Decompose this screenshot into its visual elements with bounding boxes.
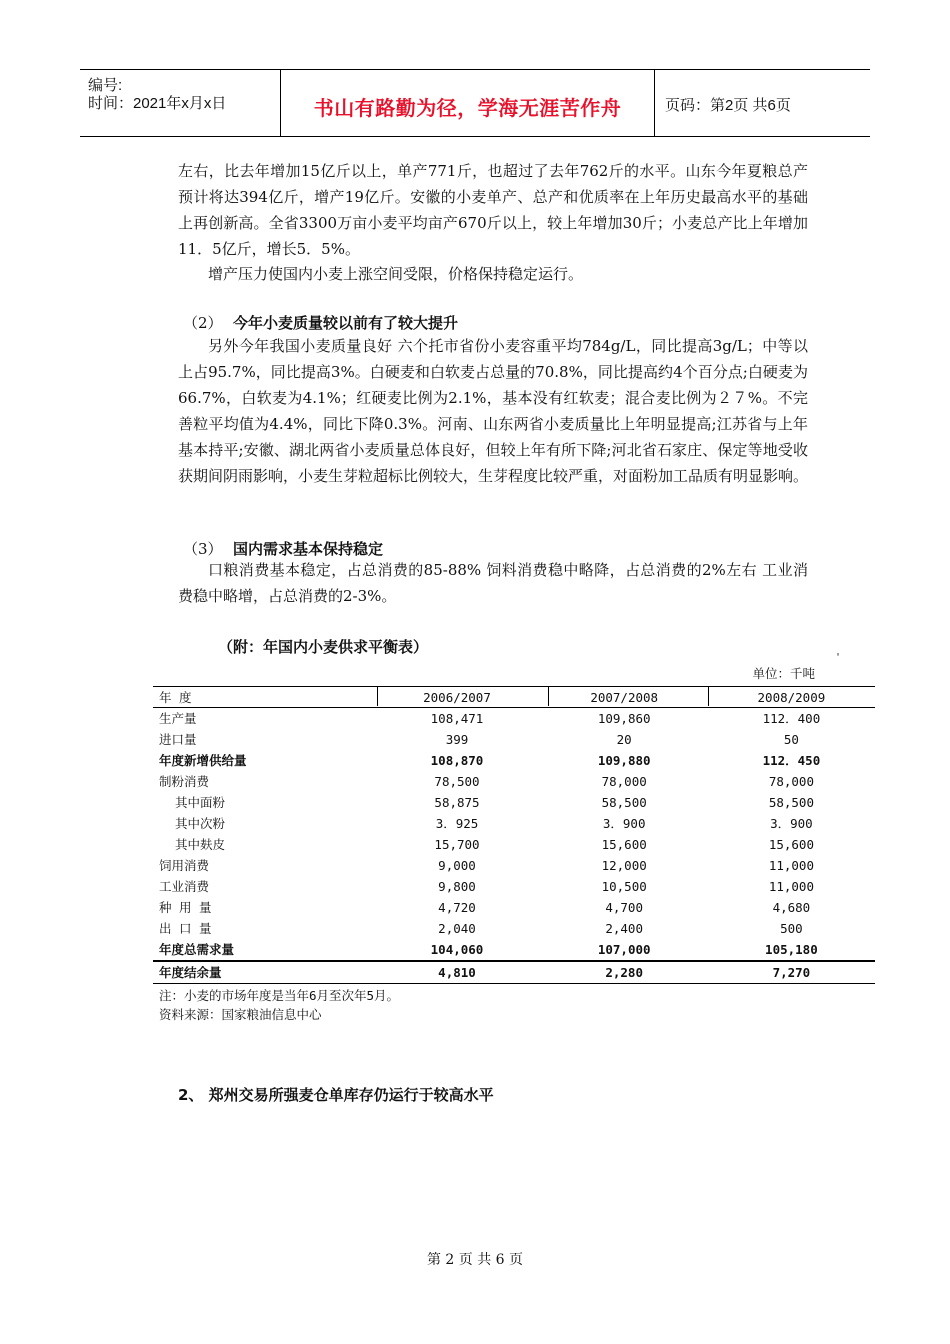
- cell: 112．400: [762, 711, 821, 726]
- cell: 107,000: [597, 942, 651, 957]
- table-row: [153, 834, 875, 855]
- cell: 4,680: [772, 900, 811, 915]
- cell: 7,270: [772, 965, 811, 980]
- header-2007-2008: 2007/2008: [590, 690, 659, 705]
- header-year: 年 度: [159, 690, 192, 705]
- table-caption: （附：年国内小麦供求平衡表）: [218, 638, 429, 656]
- cell: 500: [780, 921, 803, 936]
- header-2006-2007: 2006/2007: [423, 690, 491, 705]
- paragraph-demand: 口粮消费基本稳定，占总消费的85-88% 饲料消费稳中略降，占总消费的2%左右 工业消费稳中略增，占总消费的2-3%。: [178, 561, 808, 605]
- cell: 108,870: [430, 753, 484, 768]
- cell: 15,700: [434, 837, 480, 852]
- row-label: 生产量: [159, 711, 197, 726]
- row-label: 年度总需求量: [159, 942, 235, 957]
- row-label: 其中次粉: [175, 816, 226, 831]
- table-row: [153, 729, 875, 750]
- row-label: 种 用 量: [159, 900, 212, 915]
- page-header: [80, 69, 870, 137]
- cell: 2,400: [605, 921, 643, 936]
- cell: 9,000: [438, 858, 476, 873]
- row-label: 制粉消费: [159, 774, 210, 789]
- cell: 104,060: [430, 942, 484, 957]
- cell: 10,500: [601, 879, 647, 894]
- table-tick-mark: ': [834, 652, 841, 663]
- cell: 78,000: [601, 774, 647, 789]
- row-label: 其中麸皮: [175, 837, 226, 852]
- page-footer: 第 2 页 共 6 页: [426, 1252, 524, 1268]
- cell: 3．900: [770, 816, 813, 831]
- cell: 3．900: [602, 816, 646, 831]
- time-label: 时间：2021年x月x日: [88, 95, 227, 112]
- cell: 78,500: [434, 774, 480, 789]
- table-row: [153, 708, 875, 729]
- section-demand-heading: [183, 538, 383, 559]
- cell: 20: [616, 732, 632, 747]
- cell: 78,000: [768, 774, 814, 789]
- table-row: [153, 961, 875, 984]
- cell: 108,471: [430, 711, 484, 726]
- table-row: [153, 750, 875, 771]
- cell: 9,800: [438, 879, 476, 894]
- row-label: 出 口 量: [159, 921, 212, 936]
- row-label: 工业消费: [159, 879, 210, 894]
- section-quality-heading: [183, 312, 458, 333]
- table-row: [153, 792, 875, 813]
- cell: 50: [783, 732, 799, 747]
- table-row: [153, 855, 875, 876]
- cell: 12,000: [601, 858, 647, 873]
- header-middle-cell: [281, 70, 655, 136]
- row-label: 进口量: [159, 732, 197, 747]
- table-note: 注：小麦的市场年度是当年6月至次年5月。: [159, 988, 400, 1003]
- paragraph-price: 增产压力使国内小麦上涨空间受限，价格保持稳定运行。: [208, 265, 584, 283]
- table-row: [153, 897, 875, 918]
- cell: 4,700: [605, 900, 643, 915]
- cell: 58,500: [768, 795, 814, 810]
- cell: 109,880: [597, 753, 651, 768]
- paragraph-quality: 另外今年我国小麦质量良好 六个托市省份小麦容重平均784g/L，同比提高3g/L；中等以上占95.7%，同比提高3%。白硬麦和白软麦占总量的70.8%，同比提高约4个百分点;白硬麦为66.7%，白软麦为4.1%；红硬麦比例为2.1%，基本没有红软麦；混合麦比例为２７%。不完善粒平均值为4.4%，同比下降0.3%。河南、山东两省小麦质量比上年明显提高;江苏省与上年基本持平;安徽、湖北两省小麦质量总体良好，但较上年有所下降;河北省石家庄、保定等地受收获期间阴雨影响，小麦生芽粒超标比例较大，生芽程度比较严重，对面粉加工品质有明显影响。: [178, 337, 809, 485]
- cell: 2,040: [438, 921, 476, 936]
- table-row: [153, 771, 875, 792]
- cell: 109,860: [597, 711, 651, 726]
- cell: 399: [445, 732, 469, 747]
- page-code: 页码：第2页 共6页: [665, 97, 791, 114]
- cell: 3．925: [435, 816, 479, 831]
- table-row: [153, 918, 875, 939]
- table-unit: 单位：千吨: [752, 666, 815, 681]
- table-row: [153, 876, 875, 897]
- table-header-row: [153, 687, 875, 708]
- table-source: 资料来源：国家粮油信息中心: [159, 1007, 322, 1022]
- section-demand-title: 国内需求基本保持稳定: [233, 540, 384, 558]
- cell: 2,280: [605, 965, 643, 980]
- paragraph-yield: 左右，比去年增加15亿斤以上，单产771斤，也超过了去年762斤的水平。山东今年夏粮总产预计将达394亿斤，增产19亿斤。安徽的小麦单产、总产和优质率在上年历史最高水平的基础上再创新高。全省3300万亩小麦平均亩产670斤以上，较上年增加30斤；小麦总产比上年增加11．5亿斤，增长5．5%。: [178, 162, 808, 258]
- row-label: 年度新增供给量: [159, 753, 247, 768]
- cell: 4,810: [438, 965, 476, 980]
- row-label: 饲用消费: [159, 858, 210, 873]
- section-quality-number: （2）: [183, 314, 223, 332]
- header-2008-2009: 2008/2009: [757, 690, 826, 705]
- cell: 58,500: [601, 795, 647, 810]
- cell: 11,000: [768, 879, 814, 894]
- header-left-cell: [80, 70, 281, 136]
- cell: 15,600: [768, 837, 814, 852]
- section-quality-title: 今年小麦质量较以前有了较大提升: [233, 314, 459, 332]
- table-row: [153, 813, 875, 834]
- section-zhengzhou-heading: 2、 郑州交易所强麦仓单库存仍运行于较高水平: [178, 1086, 494, 1104]
- header-right-cell: [655, 70, 870, 136]
- cell: 112．450: [762, 753, 821, 768]
- motto: 书山有路勤为径，学海无涯苦作舟: [313, 96, 622, 120]
- cell: 15,600: [601, 837, 647, 852]
- section-demand-number: （3）: [183, 540, 223, 558]
- cell: 105,180: [765, 942, 818, 957]
- cell: 11,000: [768, 858, 814, 873]
- serial-label: 编号:: [88, 77, 123, 94]
- cell: 4,720: [438, 900, 476, 915]
- row-label: 其中面粉: [175, 795, 226, 810]
- table-row: [153, 939, 875, 961]
- table-grid: [153, 687, 875, 984]
- supply-demand-table: [153, 652, 875, 1032]
- cell: 58,875: [434, 795, 480, 810]
- row-label: 年度结余量: [159, 965, 222, 980]
